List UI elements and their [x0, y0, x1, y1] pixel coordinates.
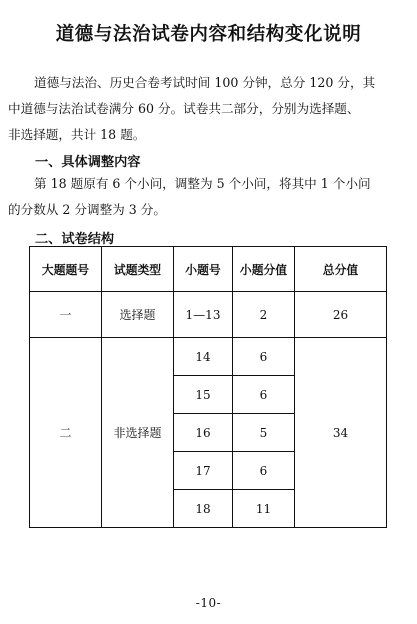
item-number-cell: 14: [174, 338, 233, 376]
header-total-score: 总分值: [295, 247, 387, 292]
total-score-cell: 26: [295, 292, 387, 338]
item-score-cell: 6: [233, 452, 295, 490]
table-header-row: [30, 247, 387, 292]
part-number-cell: 二: [30, 338, 102, 528]
item-number-cell: 15: [174, 376, 233, 414]
header-item-score: 小题分值: [233, 247, 295, 292]
section-1-line-2: 的分数从 2 分调整为 3 分。: [8, 202, 166, 217]
header-part-number: 大题题号: [30, 247, 102, 292]
section-1-paragraph: [8, 171, 410, 223]
document-title: 道德与法治试卷内容和结构变化说明: [55, 24, 362, 45]
table-row: [30, 338, 387, 376]
intro-paragraph: [8, 70, 410, 148]
intro-line-2: 中道德与法治试卷满分 60 分。试卷共二部分，分别为选择题、: [8, 101, 360, 116]
item-score-cell: 11: [233, 490, 295, 528]
exam-structure-table: [29, 246, 387, 528]
item-score-cell: 5: [233, 414, 295, 452]
item-score-cell: 6: [233, 338, 295, 376]
table-row: [30, 292, 387, 338]
part-number-cell: 一: [30, 292, 102, 338]
item-number-cell: 18: [174, 490, 233, 528]
intro-line-1: 道德与法治、历史合卷考试时间 100 分钟，总分 120 分，其: [34, 75, 376, 90]
item-number-cell: 17: [174, 452, 233, 490]
item-score-cell: 2: [233, 292, 295, 338]
section-2-heading: 二、试卷结构: [35, 232, 115, 247]
item-score-cell: 6: [233, 376, 295, 414]
section-1-line-1: 第 18 题原有 6 个小问，调整为 5 个小问，将其中 1 个小问: [34, 176, 371, 191]
item-number-cell: 1—13: [174, 292, 233, 338]
total-score-cell: 34: [295, 338, 387, 528]
item-number-cell: 16: [174, 414, 233, 452]
page-number: -10-: [195, 596, 222, 610]
question-type-cell: 非选择题: [102, 338, 174, 528]
header-question-type: 试题类型: [102, 247, 174, 292]
header-item-number: 小题号: [174, 247, 233, 292]
question-type-cell: 选择题: [102, 292, 174, 338]
intro-line-3: 非选择题，共计 18 题。: [8, 127, 146, 142]
section-1-heading: 一、具体调整内容: [35, 155, 141, 170]
